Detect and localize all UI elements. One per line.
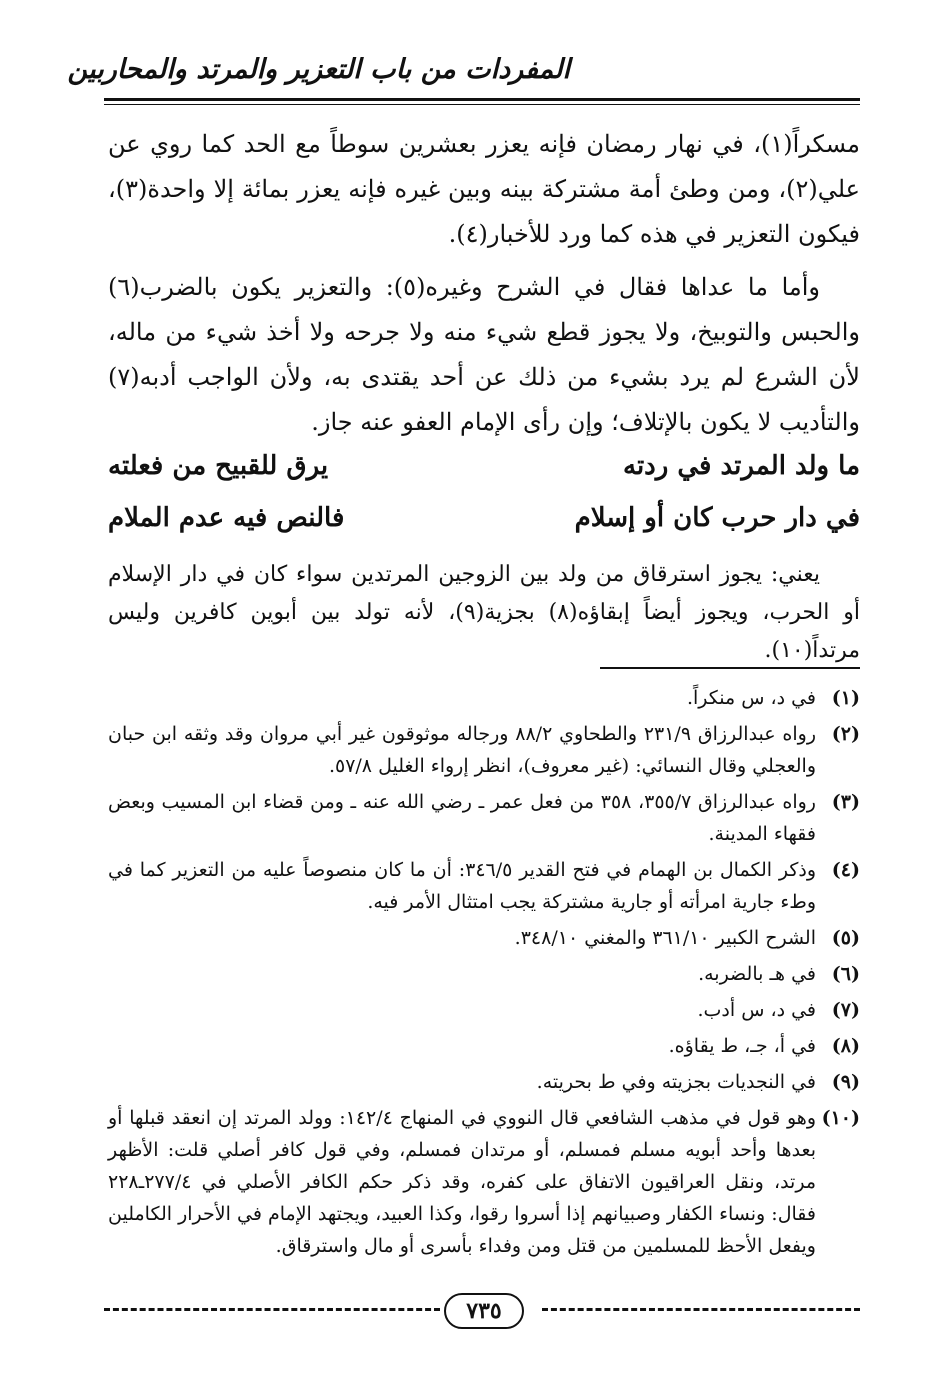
verse-line (108, 440, 860, 492)
footer-dash-rule (542, 1308, 860, 1311)
running-header-title: المفردات من باب التعزير والمرتد والمحاربين (67, 54, 570, 85)
footnote (108, 1066, 860, 1098)
commentary-paragraph: يعني: يجوز استرقاق من ولد بين الزوجين المرتدين سواء كان في دار الإسلام أو الحرب، ويجوز أيضاً إبقاؤه(٨) بجزية(٩)، لأنه تولد بين أبوين كافرين وليس مرتداً(١٠). (108, 562, 860, 663)
footnote (108, 854, 860, 918)
footnote-text: رواه عبدالرزاق ٣٥٥/٧، ٣٥٨ من فعل عمر ـ رضي الله عنه ـ ومن قضاء ابن المسيب وبعض فقهاء المدينة. (108, 791, 816, 845)
footnote-text: في د، س منكراً. (686, 687, 816, 709)
header-rule-thin (104, 104, 860, 105)
footnote-text: في النجديات بجزيته وفي ط بحريته. (536, 1071, 816, 1093)
footnote-number: (٧) (831, 999, 860, 1021)
footnote (108, 958, 860, 990)
footnote-separator (600, 667, 860, 669)
footnote (108, 786, 860, 850)
verse-commentary (108, 556, 860, 670)
footnote-text: وذكر الكمال بن الهمام في فتح القدير ٣٤٦/٥: أن ما كان منصوصاً عليه من التعزير كما في وطء جارية امرأته أو جارية مشتركة يجب امتثال الأمر فيه. (108, 859, 817, 913)
footnote-number: (٣) (831, 791, 860, 813)
footnote-text: في هـ بالضربه. (698, 963, 816, 985)
footer-dash-rule (104, 1308, 440, 1311)
verse-first-hemistich: ما ولد المرتد في ردته (623, 451, 860, 481)
footnote (108, 718, 860, 782)
footnote-number: (١) (831, 687, 860, 709)
footnote-number: (٥) (831, 927, 860, 949)
header-rule (104, 98, 860, 101)
footnote (108, 1102, 860, 1262)
footnote-text: الشرح الكبير ٣٦١/١٠ والمغني ٣٤٨/١٠. (514, 927, 816, 949)
footnote-text: في د، س أدب. (697, 999, 816, 1021)
footnote (108, 994, 860, 1026)
footnote-text: في أ، جـ، ط يقاؤه. (668, 1035, 816, 1057)
verse-second-hemistich: يرق للقبيح من فعلته (108, 451, 329, 481)
footnote (108, 922, 860, 954)
footnote-text: رواه عبدالرزاق ٢٣١/٩ والطحاوي ٨٨/٢ ورجاله موثوقون غير أبي مروان وقد وثقه ابن حبان والعجلي وقال النسائي: (غير معروف)، انظر إرواء الغليل ٥٧/٨. (108, 723, 816, 777)
footnote-number: (٨) (831, 1035, 860, 1057)
footnote-number: (٤) (831, 859, 860, 881)
footnote-number: (٦) (831, 963, 860, 985)
footnote (108, 682, 860, 714)
footnote (108, 1030, 860, 1062)
paragraph: وأما ما عداها فقال في الشرح وغيره(٥): والتعزير يكون بالضرب(٦) والحبس والتوبيخ، ولا يجوز قطع شيء منه ولا جرحه ولا أخذ شيء من ماله، لأن الشرع لم يرد بشيء من ذلك عن أحد يقتدى به، ولأن الواجب أدبه(٧) والتأديب لا يكون بالإتلاف؛ وإن رأى الإمام العفو عنه جاز. (108, 273, 860, 436)
footnote-number: (٢) (831, 723, 860, 745)
verse-second-hemistich: فالنص فيه عدم الملام (108, 503, 345, 533)
footnotes-list (108, 682, 860, 1266)
footnote-text: وهو قول في مذهب الشافعي قال النووي في المنهاج ١٤٢/٤: وولد المرتد إن انعقد قبلها أو بعدها وأحد أبويه مسلم فمسلم، أو مرتدان فمسلم، وفي قول كافر أصلي قلت: الأظهر مرتد، ونقل العراقيون الاتفاق على كفره، وقد ذكر حكم الكافر الأصلي في ٢٧٧/٤ـ٢٢٨ فقال: ونساء الكفار وصبيانهم إذا أسروا رقوا، وكذا العبيد، ويجتهد الإمام في الأحرار الكاملين ويفعل الأحظ للمسلمين من قتل ومن وفداء بأسرى أو مال واسترقاق. (108, 1107, 816, 1257)
verse-first-hemistich: في دار حرب كان أو إسلام (574, 503, 860, 533)
page-footer (104, 1293, 860, 1327)
poem-verse (108, 440, 860, 544)
footnote-number: (١٠) (821, 1107, 860, 1129)
running-header (67, 54, 860, 94)
footnote-number: (٩) (831, 1071, 860, 1093)
page-number: ٧٣٥ (444, 1293, 524, 1329)
verse-line (108, 492, 860, 544)
paragraph: مسكراً(١)، في نهار رمضان فإنه يعزر بعشرين سوطاً مع الحد كما روي عن علي(٢)، ومن وطئ أمة مشتركة بينه وبين غيره فإنه يعزر بمائة إلا واحدة(٣)، فيكون التعزير في هذه كما ورد للأخبار(٤). (108, 130, 860, 248)
main-text (108, 122, 860, 445)
